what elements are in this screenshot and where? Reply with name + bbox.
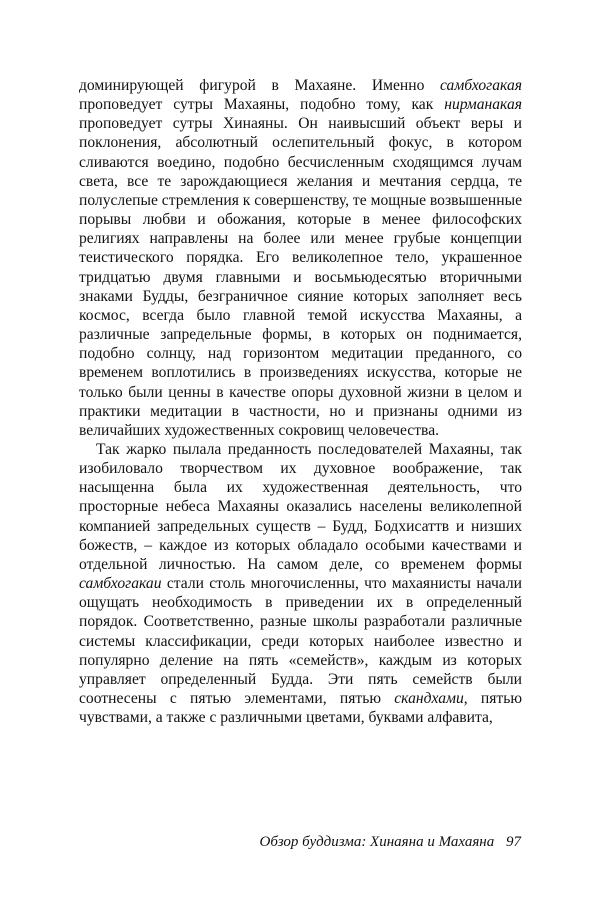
paragraph xyxy=(79,76,522,440)
text-segment: Так жарко пылала преданность последователей Махаяны, так изобиловало творчеством их духовное воображение, так насыщенна была их художественная деятельность, что просторные небеса Махаяны оказались населены великолепной компанией запредельных существ – Будд, Бодхисаттв и низших божеств, – каждое из которых обладало особыми качествами и отдельной личностью. На самом деле, со временем формы xyxy=(79,440,522,573)
running-title: Обзор буддизма: Хинаяна и Махаяна xyxy=(259,834,495,850)
italic-term: нирманакая xyxy=(444,96,522,114)
text-segment: доминирующей фигурой в Махаяне. Именно xyxy=(79,77,441,94)
body-text xyxy=(79,76,522,727)
text-segment: стали столь многочисленны, что махаянисты начали ощущать необходимость в приведении их в определенный порядок. Соответственно, разные школы разработали различные системы классификации, среди которых наиболее известно и популярно деление на пять «семейств», каждым из которых управляет определенный Будда. Эти пять семейств были соотнесены с пятью элементами, пятью xyxy=(79,575,522,707)
text-segment: проповедует сутры Хинаяны. Он наивысший объект веры и поклонения, абсолютный ослепительный фокус, в котором сливаются воедино, подобно бесчисленным сходящимся лучам света, все те зарождающиеся желания и мечтания сердца, те полуслепые стремления к совершенству, те мощные возвышенные порывы любви и обожания, которые в менее философских религиях направлены на более или менее грубые концепции теистического порядка. Его великолепное тело, украшенное тридцатью двумя главными и восьмьюдесятью вторичными знаками Будды, безграничное сияние которых заполняет весь космос, всегда было главной темой искусства Махаяны, а различные запредельные формы, в которых он поднимается, подобно солнцу, над горизонтом медитации преданного, со временем воплотились в произведениях искусства, которые не только были ценны в качестве опоры духовной жизни в целом и практики медитации в частности, но и признаны одними из величайших художественных сокровищ человечества. xyxy=(79,115,522,439)
page-footer xyxy=(260,834,521,851)
text-segment: , пятью чувствами, а также с различными цветами, буквами алфавита, xyxy=(79,690,522,727)
paragraph xyxy=(79,440,522,727)
italic-term: скандхами xyxy=(394,690,464,707)
text-segment: проповедует сутры Махаяны, подобно тому, как xyxy=(79,96,445,114)
page-number: 97 xyxy=(506,834,521,850)
italic-term: самбхогакая xyxy=(440,77,522,94)
italic-term: самбхогакаи xyxy=(79,575,162,593)
